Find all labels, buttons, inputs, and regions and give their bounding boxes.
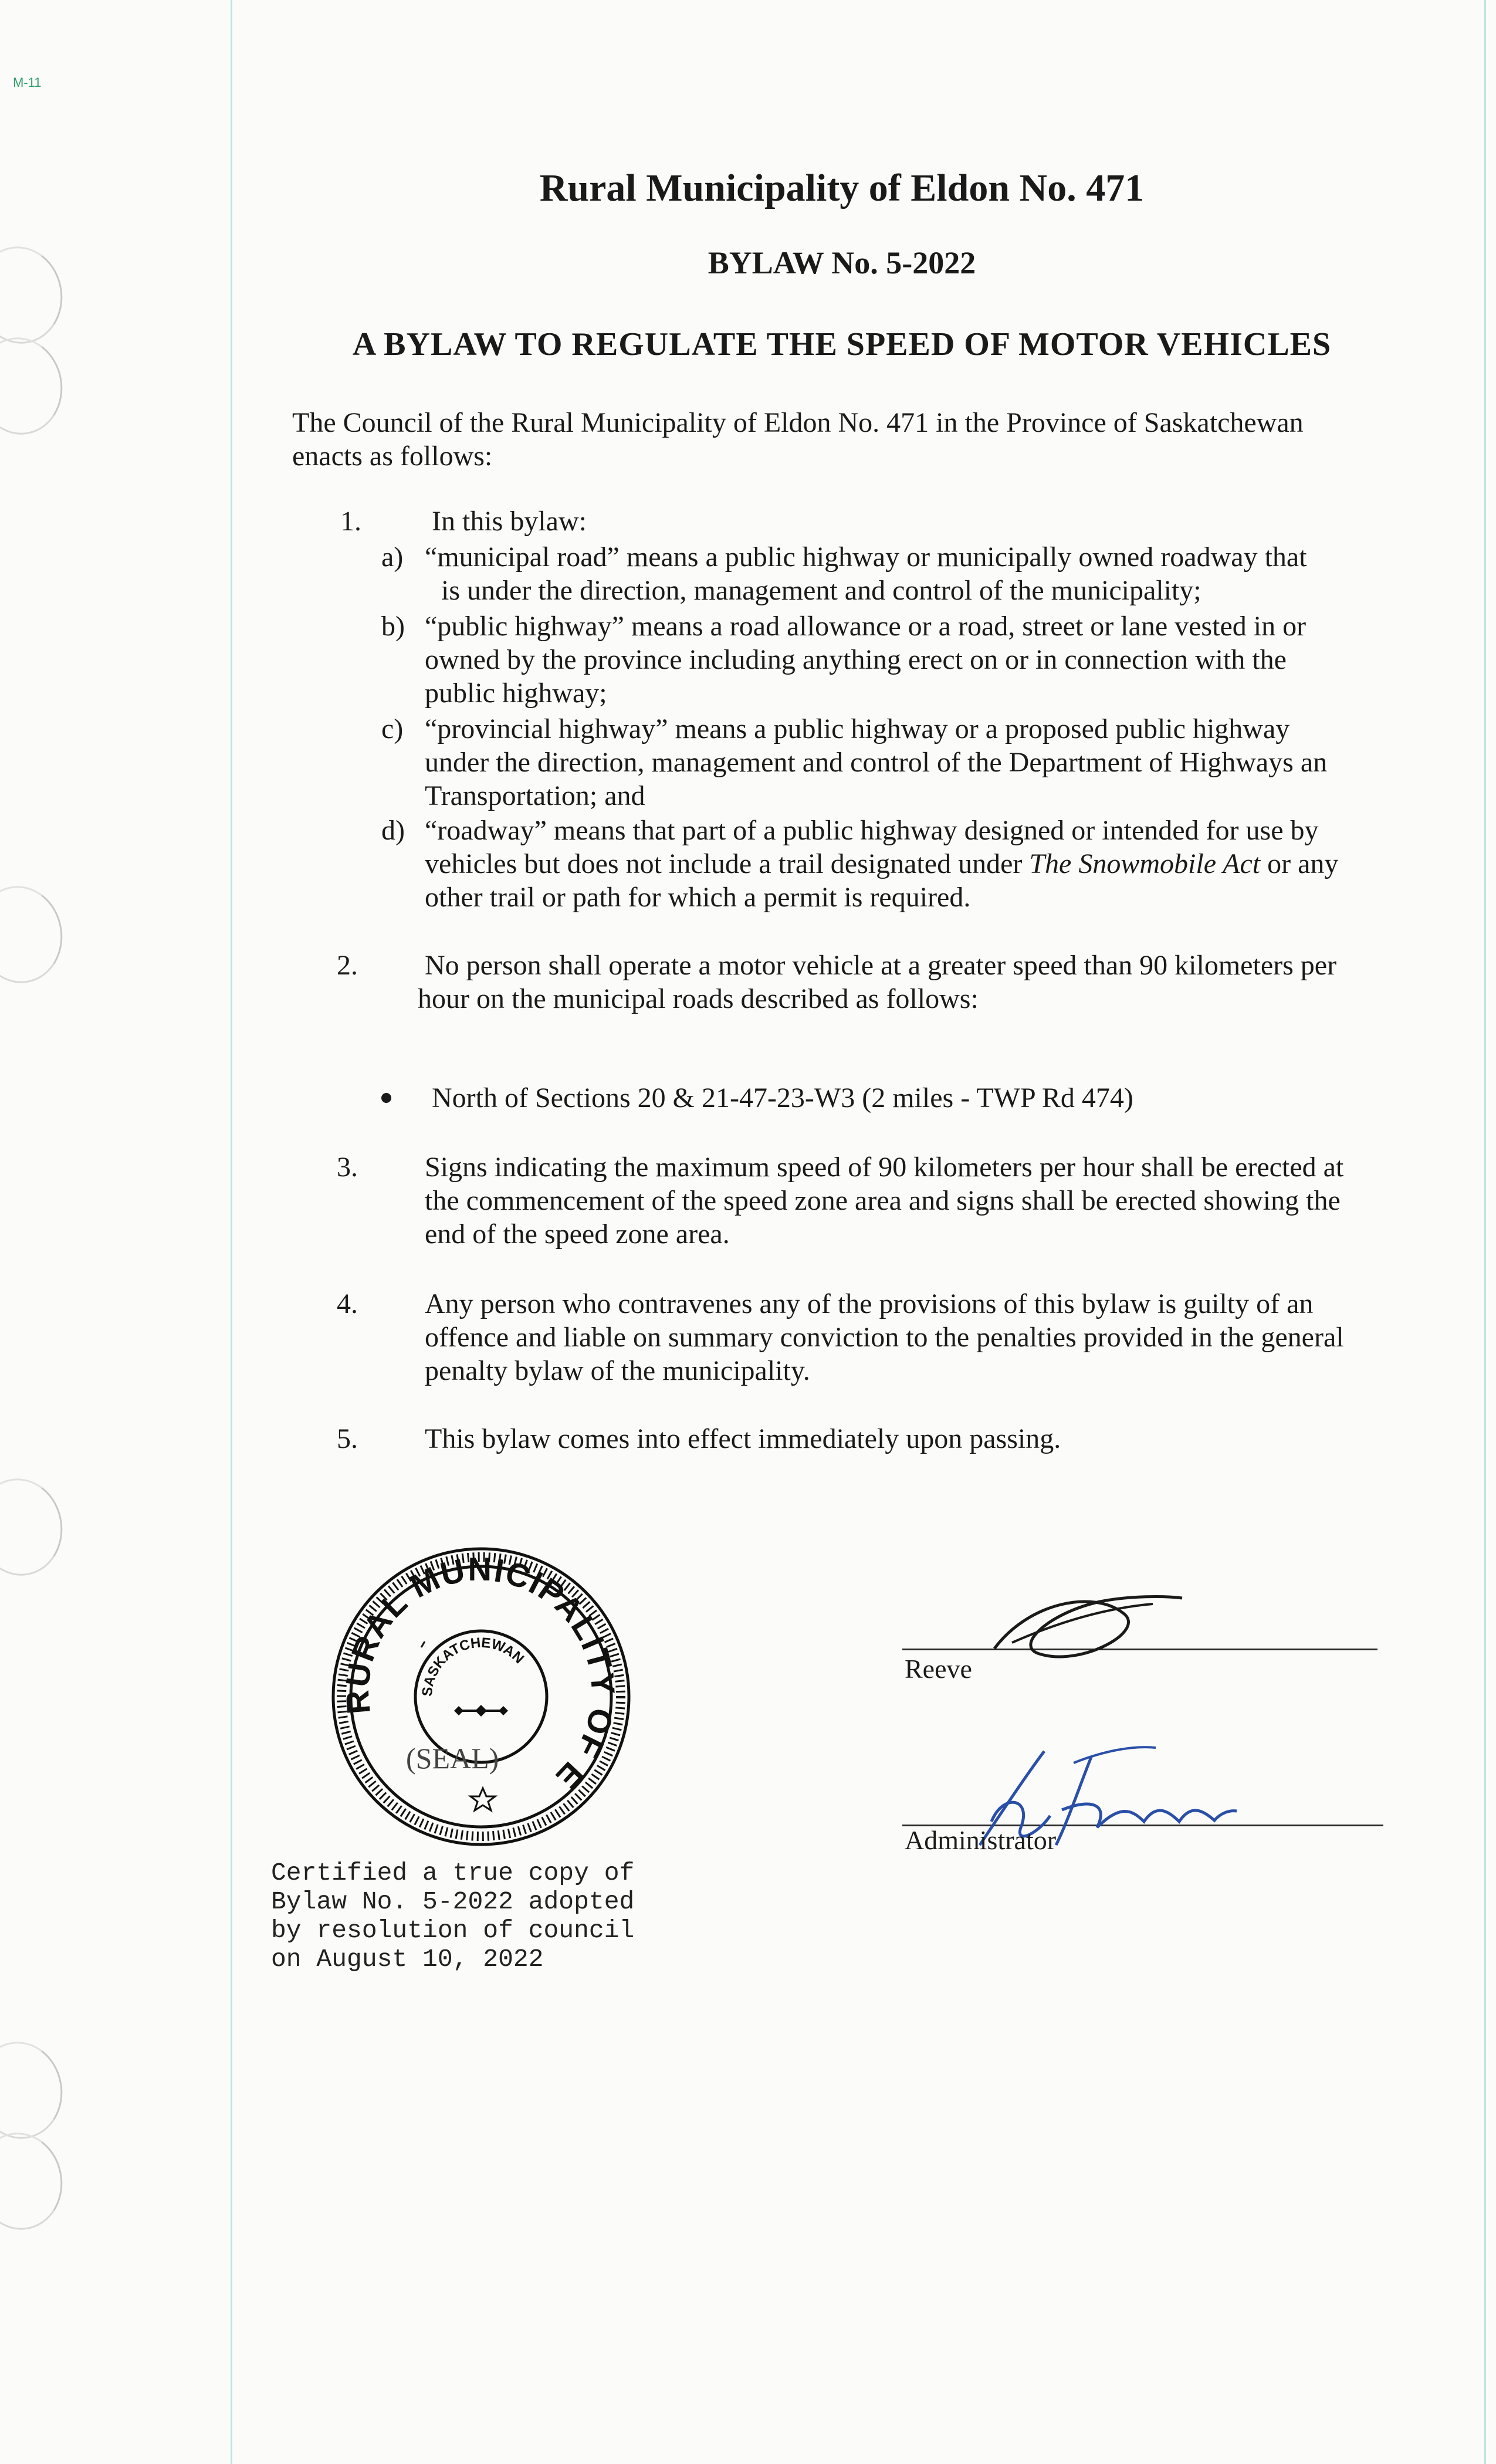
section-2-line: No person shall operate a motor vehicle at a greater speed than 90 kilometers per xyxy=(425,950,1337,981)
definition-c-line: “provincial highway” means a public highway or a proposed public highway xyxy=(425,713,1290,744)
definition-c-letter: c) xyxy=(381,713,404,744)
definition-d-line: “roadway” means that part of a public highway designed or intended for use by xyxy=(425,815,1319,846)
section-4-line: penalty bylaw of the municipality. xyxy=(425,1355,810,1386)
seal-graphic xyxy=(317,1543,645,1848)
section-4-number: 4. xyxy=(337,1288,358,1319)
section-1-text: In this bylaw: xyxy=(432,506,587,537)
certification-line: Bylaw No. 5-2022 adopted xyxy=(271,1887,635,1916)
definition-c-line: Transportation; and xyxy=(425,780,645,811)
definition-c-line: under the direction, management and control of the Department of Highways an xyxy=(425,747,1328,778)
definition-a-line: “municipal road” means a public highway or municipally owned roadway that xyxy=(425,541,1307,573)
snowmobile-act-title: The Snowmobile Act xyxy=(1029,848,1261,879)
binder-hole xyxy=(0,2035,70,2146)
speed-zone-road: North of Sections 20 & 21-47-23-W3 (2 miles - TWP Rd 474) xyxy=(432,1082,1133,1113)
bylaw-heading: A BYLAW TO REGULATE THE SPEED OF MOTOR VEHICLES xyxy=(352,326,1332,363)
page-tag: M-11 xyxy=(13,75,42,90)
binder-hole xyxy=(0,879,70,990)
seal-stars xyxy=(454,1705,508,1717)
section-3-line: end of the speed zone area. xyxy=(425,1219,730,1250)
section-5-text: This bylaw comes into effect immediately upon passing. xyxy=(425,1423,1061,1454)
administrator-label: Administrator xyxy=(905,1825,1057,1855)
definition-d-text: vehicles but does not include a trail designated under xyxy=(425,848,1030,879)
section-4-line: Any person who contravenes any of the provisions of this bylaw is guilty of an xyxy=(425,1288,1314,1319)
seal-outer-text: RURAL MUNICIPALITY OF E xyxy=(338,1550,622,1798)
reeve-signature xyxy=(977,1578,1188,1675)
certification-line: Certified a true copy of xyxy=(271,1859,635,1887)
binder-hole xyxy=(0,240,70,351)
bylaw-number: BYLAW No. 5-2022 xyxy=(708,245,976,280)
bullet-dot xyxy=(381,1093,391,1103)
intro-line-1: The Council of the Rural Municipality of Eldon No. 471 in the Province of Saskatchewan xyxy=(292,407,1304,438)
definition-d-line-2 xyxy=(425,847,1338,881)
definition-b-line: “public highway” means a road allowance or a road, street or lane vested in or xyxy=(425,611,1307,642)
left-margin-line xyxy=(231,0,232,2464)
definition-d-text: or any xyxy=(1260,848,1339,879)
section-2-line: hour on the municipal roads described as follows: xyxy=(418,983,979,1014)
definition-b-letter: b) xyxy=(381,611,405,642)
section-1-number: 1. xyxy=(340,506,361,537)
certification-line: on August 10, 2022 xyxy=(271,1945,544,1974)
seal-bottom-star xyxy=(471,1788,495,1810)
section-3-line: Signs indicating the maximum speed of 90 kilometers per hour shall be erected at xyxy=(425,1152,1344,1183)
reeve-label: Reeve xyxy=(905,1654,972,1684)
seal-label: (SEAL) xyxy=(406,1742,499,1775)
section-3-number: 3. xyxy=(337,1152,358,1183)
definition-a-line: is under the direction, management and control of the municipality; xyxy=(441,575,1201,606)
binder-hole xyxy=(0,1472,70,1583)
right-margin-line xyxy=(1484,0,1486,2464)
definition-b-line: owned by the province including anything erect on or in connection with the xyxy=(425,644,1287,675)
binder-hole xyxy=(0,2126,70,2237)
intro-line-2: enacts as follows: xyxy=(292,441,493,472)
binder-hole xyxy=(0,331,70,442)
section-5-number: 5. xyxy=(337,1423,358,1454)
seal-inner-text: SASKATCHEWAN xyxy=(419,1634,527,1697)
section-2-number: 2. xyxy=(337,950,358,981)
definition-a-letter: a) xyxy=(381,541,404,573)
definition-d-line: other trail or path for which a permit is required. xyxy=(425,882,971,913)
municipal-seal xyxy=(317,1543,645,1848)
document-title: Rural Municipality of Eldon No. 471 xyxy=(539,167,1145,209)
certification-line: by resolution of council xyxy=(271,1916,635,1945)
definition-b-line: public highway; xyxy=(425,678,607,709)
section-3-line: the commencement of the speed zone area and signs shall be erected showing the xyxy=(425,1185,1341,1216)
section-4-line: offence and liable on summary conviction to the penalties provided in the general xyxy=(425,1322,1344,1353)
definition-d-letter: d) xyxy=(381,815,405,846)
